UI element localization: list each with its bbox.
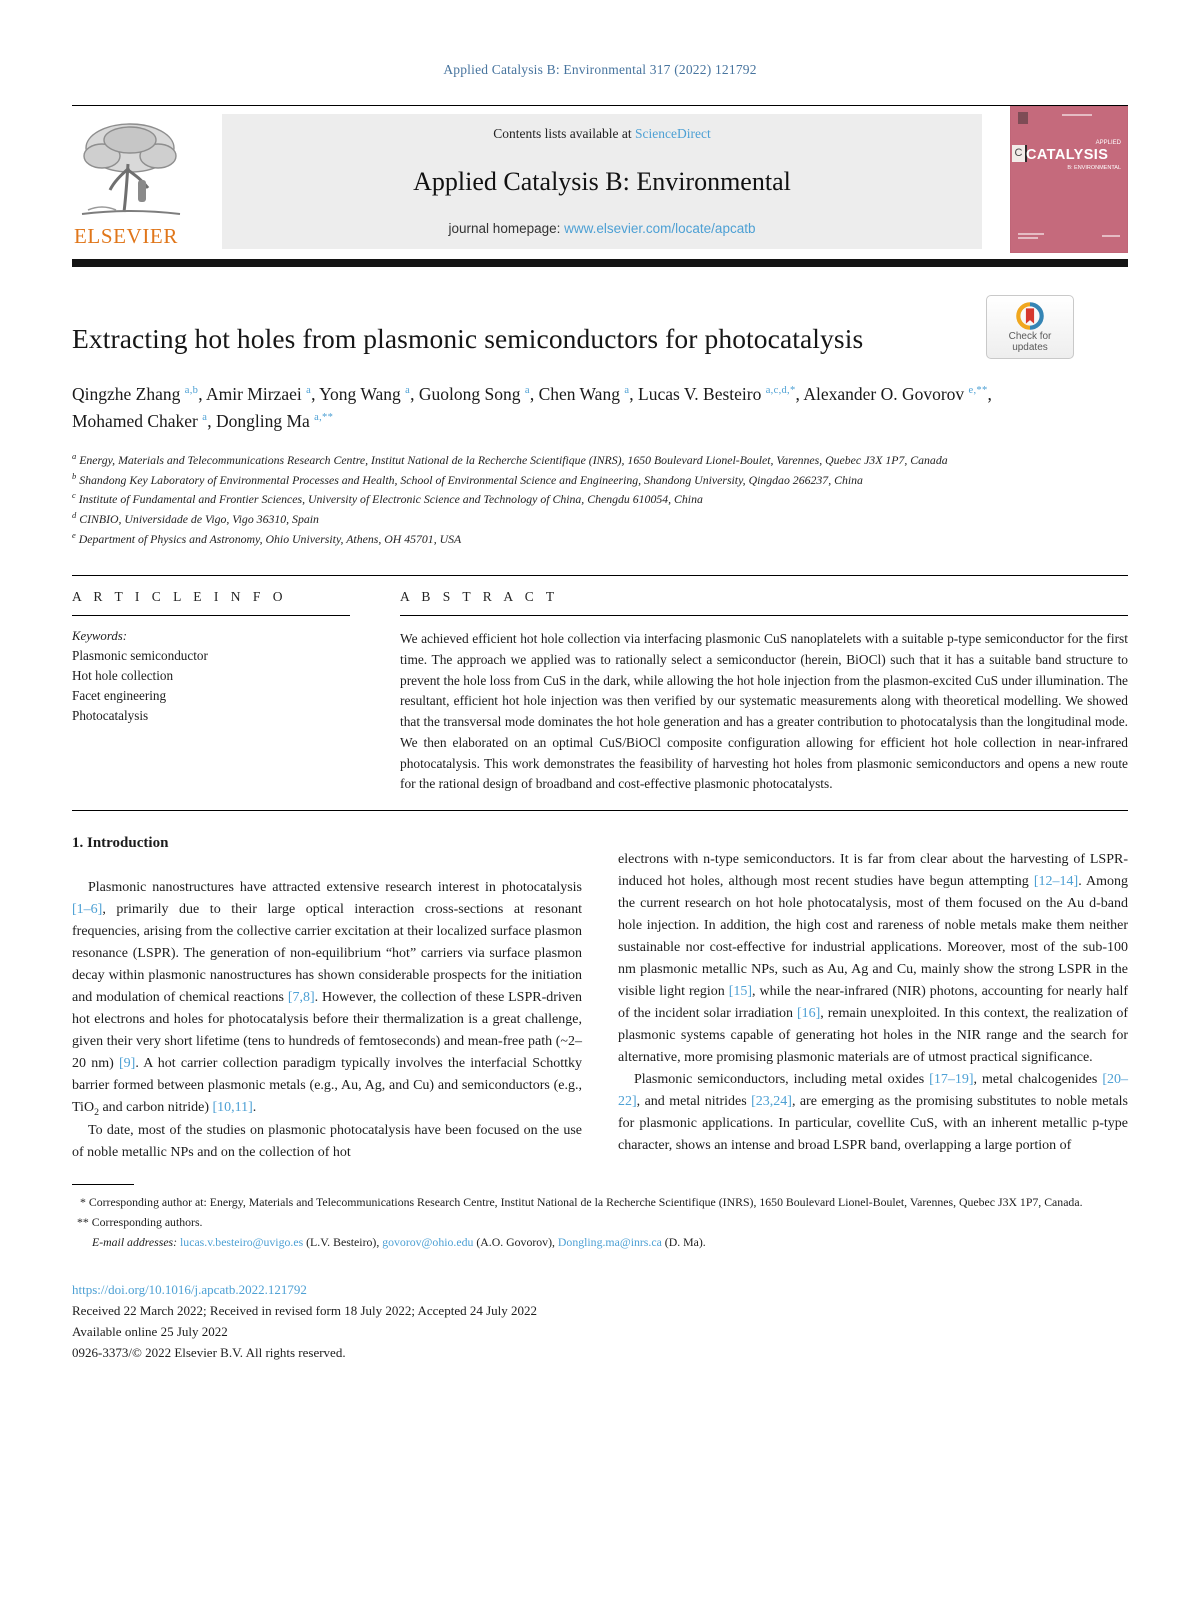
keyword: Plasmonic semiconductor bbox=[72, 648, 208, 664]
author-name: Qingzhe Zhang bbox=[72, 384, 185, 404]
corresponding-author-note: * Corresponding author at: Energy, Materials and Telecommunications Research Centre, Institut National de la Recherche Scientifique (INRS), 1650 Boulevard Lionel-Boulet, Varennes, Quebec J3X 1P7, Canada. bbox=[80, 1194, 1083, 1209]
reference-link[interactable]: [9] bbox=[118, 1055, 136, 1071]
keyword: Photocatalysis bbox=[72, 707, 149, 723]
journal-cover-thumbnail bbox=[1010, 106, 1128, 253]
author-affiliation-sup[interactable]: a,c,d,* bbox=[765, 385, 796, 397]
reference-link[interactable]: [1–6] bbox=[72, 901, 103, 917]
intro-paragraph-3: electrons with n-type semiconductors. It is far from clear about the harvesting of LSPR-induced hot holes, although most recent studies have begun attempting [12–14]. Among the current research on hot hole photocatalysis, most of them focused on the Au d-band hole injection. In addition, the high cost and rareness of noble metals make them neither sustainable nor cost-effective for industrial applications. Moreover, most of the sub-100 nm plasmonic metallic NPs, such as Au, Ag and Cu, mainly show the strong LSPR in the visible light region [15], while the near-infrared (NIR) photons, accounting for nearly half of the incident solar irradiation [16], remain unexploited. In this context, the realization of plasmonic systems capable of generating hot holes in the NIR range and the search for alternative, more promising plasmonic materials are of utmost practical significance. bbox=[618, 851, 1129, 1065]
doi-link[interactable]: https://doi.org/10.1016/j.apcatb.2022.121792 bbox=[72, 1281, 307, 1297]
journal-citation: Applied Catalysis B: Environmental 317 (2022) 121792 bbox=[443, 62, 757, 77]
author-affiliation-sup[interactable]: a bbox=[202, 412, 208, 424]
keyword: Facet engineering bbox=[72, 687, 167, 703]
affiliation-list bbox=[72, 450, 1128, 548]
author-affiliation-sup[interactable]: a,** bbox=[314, 412, 334, 424]
reference-link[interactable]: [7,8] bbox=[287, 989, 315, 1005]
homepage-prefix: journal homepage: bbox=[448, 221, 565, 236]
italic-label: E-mail addresses: bbox=[92, 1235, 181, 1250]
masthead-divider-bar bbox=[72, 259, 1128, 267]
homepage-url-link[interactable]: www.elsevier.com/locate/apcatb bbox=[564, 221, 756, 236]
abstract-rule bbox=[400, 615, 1128, 616]
copyright-line: 0926-3373/© 2022 Elsevier B.V. All rights reserved. bbox=[72, 1344, 346, 1360]
author-affiliation-sup[interactable]: e,** bbox=[968, 385, 988, 397]
cover-fineprint-bottom-right bbox=[1102, 235, 1120, 237]
author-name: Chen Wang bbox=[538, 384, 625, 404]
badge-label: Check for updates bbox=[1008, 330, 1052, 353]
author-name: Yong Wang bbox=[319, 384, 406, 404]
author-name: Guolong Song bbox=[418, 384, 525, 404]
email-addresses-note: E-mail addresses: lucas.v.besteiro@uvigo.es (L.V. Besteiro), govorov@ohio.edu (A.O. Govorov), Dongling.ma@inrs.ca (D. Ma). bbox=[92, 1235, 706, 1250]
cover-applied-label: APPLIED bbox=[1095, 140, 1121, 146]
introduction-section bbox=[72, 835, 1128, 1164]
info-abstract-section bbox=[72, 589, 1128, 795]
cover-c-mark: C bbox=[1012, 145, 1027, 162]
author-name: Alexander O. Govorov bbox=[803, 384, 969, 404]
crossmark-icon bbox=[1016, 302, 1044, 330]
author-affiliation-sup[interactable]: a bbox=[405, 385, 411, 397]
sciencedirect-link[interactable]: ScienceDirect bbox=[635, 126, 711, 141]
email-link[interactable]: Dongling.ma@inrs.ca bbox=[557, 1235, 662, 1250]
intro-paragraph-2: To date, most of the studies on plasmonic photocatalysis have been focused on the use of noble metallic NPs and on the collection of hot bbox=[72, 1122, 582, 1160]
section-rule-bottom bbox=[72, 810, 1128, 811]
keywords-list bbox=[72, 646, 350, 725]
affiliation: $^d$ CINBIO, Universidade de Vigo, Vigo 36310, Spain bbox=[72, 510, 319, 526]
article-info-column bbox=[72, 589, 350, 795]
elsevier-tree-icon bbox=[72, 118, 190, 222]
author-affiliation-sup[interactable]: a,b bbox=[184, 385, 199, 397]
email-link[interactable]: lucas.v.besteiro@uvigo.es bbox=[180, 1235, 304, 1250]
vine-figure bbox=[138, 180, 146, 202]
cover-fineprint-top bbox=[1062, 114, 1092, 116]
check-for-updates-badge[interactable] bbox=[986, 295, 1074, 359]
section-rule-top bbox=[72, 575, 1128, 576]
cover-subtitle-label: B: ENVIRONMENTAL bbox=[1067, 165, 1121, 171]
body-column-left bbox=[72, 835, 582, 1164]
affiliation: $^a$ Energy, Materials and Telecommunications Research Centre, Institut National de la Recherche Scientifique (INRS), 1650 Boulevard Lionel-Boulet, Varennes, Quebec J3X 1P7, Canada bbox=[72, 451, 948, 468]
top-rule bbox=[72, 105, 1128, 106]
article-info-rule bbox=[72, 615, 350, 616]
reference-link[interactable]: [17–19] bbox=[929, 1071, 974, 1087]
received-dates: Received 22 March 2022; Received in revised form 18 July 2022; Accepted 24 July 2022 bbox=[72, 1302, 538, 1318]
intro-paragraph-4: Plasmonic semiconductors, including metal oxides [17–19], metal chalcogenides [20–22], and metal nitrides [23,24], are emerging as the promising substitutes to noble metals for plasmonic applications. In particular, covellite CuS, with an inherent metallic p-type character, shows an intense and broad LSPR band, overlapping a large portion of bbox=[618, 1071, 1128, 1153]
author-name: Amir Mirzaei bbox=[205, 384, 307, 404]
abstract-column bbox=[400, 589, 1128, 795]
article-info-heading: A R T I C L E I N F O bbox=[72, 589, 288, 605]
reference-link[interactable]: [10,11] bbox=[212, 1099, 253, 1115]
author-affiliation-sup[interactable]: a bbox=[524, 385, 530, 397]
cover-fineprint-bottom-left bbox=[1018, 233, 1044, 235]
author-affiliation-sup[interactable]: a bbox=[624, 385, 630, 397]
elsevier-wordmark: ELSEVIER bbox=[74, 224, 178, 248]
keywords-label: Keywords: bbox=[72, 629, 127, 644]
reference-link[interactable]: [16] bbox=[796, 1005, 821, 1021]
body-column-right bbox=[618, 835, 1128, 1164]
masthead-banner bbox=[222, 114, 982, 249]
author-affiliation-sup[interactable]: a bbox=[306, 385, 312, 397]
footnotes bbox=[72, 1184, 1128, 1253]
elsevier-logo bbox=[72, 114, 222, 249]
keyword: Hot hole collection bbox=[72, 668, 174, 684]
author-name: Dongling Ma bbox=[215, 411, 315, 432]
affiliation: $^c$ Institute of Fundamental and Frontier Sciences, University of Electronic Science and Technology of China, Chengdu 610054, China bbox=[72, 490, 703, 507]
affiliation: $^b$ Shandong Key Laboratory of Environmental Processes and Health, School of Environmental Science and Engineering, Shandong University, Qingdao 266237, China bbox=[72, 470, 863, 487]
author-name: Lucas V. Besteiro bbox=[638, 384, 766, 404]
available-online: Available online 25 July 2022 bbox=[72, 1323, 228, 1339]
corresponding-authors-note: ** Corresponding authors. bbox=[77, 1215, 203, 1229]
reference-link[interactable]: [15] bbox=[728, 983, 753, 999]
author-list: Qingzhe Zhang $^{a,b}$, Amir Mirzaei $^a$, Yong Wang $^a$, Guolong Song $^a$, Chen Wang $^a$, Lucas V. Besteiro $^{a,c,d,*}$, Alexander O. Govorov $^{e,**}$, Mohamed Chaker $^a$, Dongling Ma $^{a,**}$ bbox=[72, 384, 992, 432]
article-footer bbox=[72, 1279, 1128, 1363]
article-title: Extracting hot holes from plasmonic semiconductors for photocatalysis bbox=[72, 323, 864, 354]
journal-masthead bbox=[72, 114, 1128, 249]
introduction-heading: 1. Introduction bbox=[72, 834, 169, 851]
contents-line bbox=[493, 126, 710, 142]
cover-fineprint-bottom-left2 bbox=[1018, 237, 1038, 239]
abstract-text: We achieved efficient hot hole collection via interfacing plasmonic CuS nanoplatelets with a suitable p-type semiconductor for the first time. The approach we applied was to rationally select a semiconductor (herein, BiOCl) such that it has a suitable band structure to prevent the hole loss from CuS in the dark, while allowing the hot hole injection from the plasmon-excited CuS under illumination. The resultant, efficient hot hole injection was then verified by our systematic measurements along with theoretical modelling. We showed that the transversal mode dominates the hot hole generation and has a greater contribution to photocatalysis than the longitudinal mode. We then elaborated on an optimal CuS/BiOCl composite configuration allowing for efficient hot hole collection in near-infrared photocatalysis. This work demonstrates the feasibility of harvesting hot holes from plasmonic semiconductors and opens a new route for the rational design of broadband and cost-effective plasmonic photocatalysts. bbox=[400, 631, 1128, 792]
author-name: Mohamed Chaker bbox=[72, 411, 203, 432]
reference-link[interactable]: [12–14] bbox=[1033, 873, 1079, 889]
homepage-line bbox=[449, 221, 756, 236]
cover-catalysis-label: CATALYSIS bbox=[1026, 147, 1109, 163]
intro-paragraph-1: Plasmonic nanostructures have attracted extensive research interest in photocatalysis [1–6], primarily due to their large optical interaction cross-sections at resonant frequencies, arising from the collective carrier excitation at their localized surface plasmon resonance (LSPR). The generation of non-equilibrium “hot” carriers via surface plasmon decay within plasmonic nanostructures has shown considerable prospects for the initiation and modulation of chemical reactions [7,8]. However, the collection of these LSPR-driven hot electrons and holes for photocatalysis before their thermalization is a great challenge, given their very short lifetime (tens to hundreds of femtoseconds) and mean-free path (~2–20 nm) [9]. A hot carrier collection paradigm typically involves the interfacial Schottky barrier formed between plasmonic metals (e.g., Au, Ag, and Cu) and semiconductors (e.g., TiO$_2$ and carbon nitride) [10,11]. bbox=[72, 879, 582, 1118]
affiliation: $^e$ Department of Physics and Astronomy, Ohio University, Athens, OH 45701, USA bbox=[72, 529, 462, 546]
reference-link[interactable]: [23,24] bbox=[751, 1093, 792, 1109]
footnote-rule bbox=[72, 1184, 134, 1185]
abstract-heading: A B S T R A C T bbox=[400, 589, 559, 605]
cover-stamp bbox=[1018, 112, 1028, 124]
email-link[interactable]: govorov@ohio.edu bbox=[382, 1235, 474, 1250]
journal-title: Applied Catalysis B: Environmental bbox=[413, 166, 791, 196]
contents-prefix: Contents lists available at bbox=[493, 126, 635, 141]
reference-link[interactable]: [20–22] bbox=[618, 1071, 1128, 1109]
